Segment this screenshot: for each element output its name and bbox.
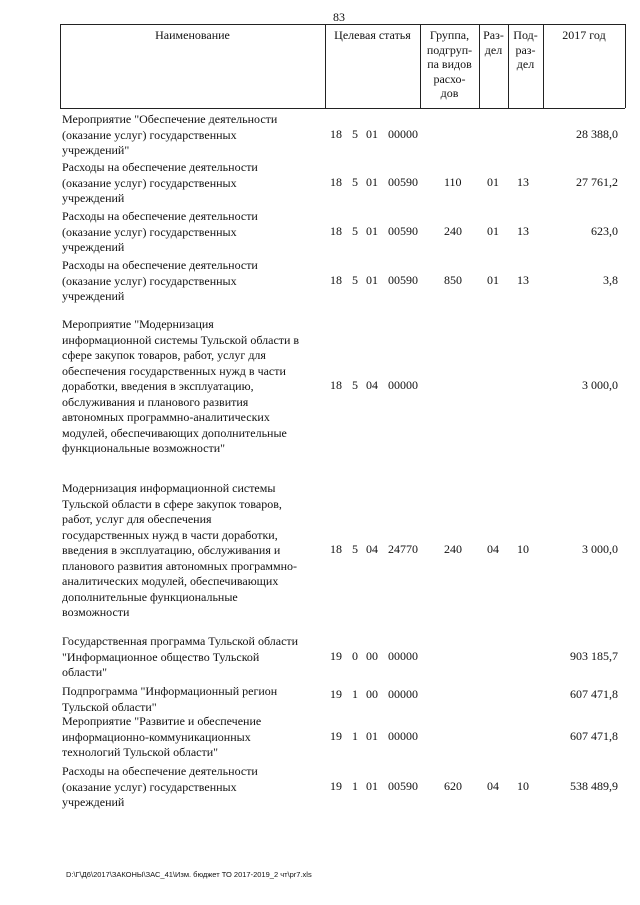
code-section: 04 xyxy=(487,779,499,793)
code-activity: 01 xyxy=(366,175,378,189)
row-name: Мероприятие "Обеспечение деятельности (оказание услуг) государственных учреждений" xyxy=(62,112,278,157)
code-direction: 00590 xyxy=(388,224,418,238)
code-program: 19 xyxy=(330,687,342,701)
header-year: 2017 год xyxy=(562,28,606,42)
code-direction: 00000 xyxy=(388,729,418,743)
amount-2017: 27 761,2 xyxy=(576,175,618,189)
code-activity: 01 xyxy=(366,779,378,793)
code-section: 01 xyxy=(487,273,499,287)
code-group: 240 xyxy=(444,224,462,238)
header-group: Группа, подгруп- па видов расхо- дов xyxy=(426,28,473,100)
amount-2017: 28 388,0 xyxy=(576,127,618,141)
code-section: 01 xyxy=(487,175,499,189)
code-subsection: 13 xyxy=(517,224,529,238)
code-activity: 01 xyxy=(366,127,378,141)
code-subprogram: 5 xyxy=(352,224,358,238)
header-name: Наименование xyxy=(155,28,230,42)
code-group: 620 xyxy=(444,779,462,793)
amount-2017: 3,8 xyxy=(603,273,618,287)
code-subsection: 13 xyxy=(517,175,529,189)
amount-2017: 3 000,0 xyxy=(582,542,618,556)
amount-2017: 538 489,9 xyxy=(570,779,618,793)
code-program: 19 xyxy=(330,729,342,743)
code-direction: 00000 xyxy=(388,649,418,663)
code-program: 18 xyxy=(330,127,342,141)
code-subsection: 13 xyxy=(517,273,529,287)
code-direction: 00590 xyxy=(388,779,418,793)
code-activity: 01 xyxy=(366,273,378,287)
row-name: Модернизация информационной системы Тульской области в сфере закупок товаров, работ, услуг для обеспечения государственных нужд в части доработки, введения в эксплуатацию, обслуживания и планового развития автономных программно- аналитических модулей, обеспечивающих дополнительные функциональные возможности xyxy=(62,481,298,619)
code-activity: 04 xyxy=(366,378,378,392)
code-program: 19 xyxy=(330,649,342,663)
code-subsection: 10 xyxy=(517,779,529,793)
row-name: Мероприятие "Модернизация информационной системы Тульской области в сфере закупок товаров, работ, услуг для обеспечения государственных нужд в части доработки, введения в эксплуатацию, обслуживания и планового развития автономных программно-аналитических модулей, обеспечивающих дополнительные функциональные возможности" xyxy=(62,317,300,455)
code-subprogram: 5 xyxy=(352,273,358,287)
row-name: Расходы на обеспечение деятельности (оказание услуг) государственных учреждений xyxy=(62,764,258,809)
code-direction: 00000 xyxy=(388,378,418,392)
code-direction: 00000 xyxy=(388,687,418,701)
code-activity: 01 xyxy=(366,224,378,238)
amount-2017: 903 185,7 xyxy=(570,649,618,663)
code-section: 01 xyxy=(487,224,499,238)
code-subsection: 10 xyxy=(517,542,529,556)
page-number: 83 xyxy=(333,10,345,24)
code-activity: 04 xyxy=(366,542,378,556)
row-name: Подпрограмма "Информационный регион Тульской области" xyxy=(62,684,278,714)
code-activity: 00 xyxy=(366,687,378,701)
code-activity: 00 xyxy=(366,649,378,663)
row-name: Расходы на обеспечение деятельности (оказание услуг) государственных учреждений xyxy=(62,160,258,205)
code-group: 240 xyxy=(444,542,462,556)
code-subprogram: 5 xyxy=(352,378,358,392)
code-activity: 01 xyxy=(366,729,378,743)
row-name: Государственная программа Тульской области "Информационное общество Тульской области" xyxy=(62,634,299,679)
row-name: Расходы на обеспечение деятельности (оказание услуг) государственных учреждений xyxy=(62,209,258,254)
code-subprogram: 5 xyxy=(352,127,358,141)
code-program: 18 xyxy=(330,273,342,287)
code-program: 18 xyxy=(330,224,342,238)
header-subsection: Под- раз- дел xyxy=(513,28,538,71)
file-path-footer: D:\Г\Д6\2017\ЗАКОНЫ\ЗАС_41\Изм. бюджет ТО 2017-2019_2 чт\pr7.xls xyxy=(66,870,312,879)
code-direction: 24770 xyxy=(388,542,418,556)
amount-2017: 607 471,8 xyxy=(570,687,618,701)
code-direction: 00000 xyxy=(388,127,418,141)
code-program: 18 xyxy=(330,542,342,556)
code-program: 18 xyxy=(330,378,342,392)
row-name: Мероприятие "Развитие и обеспечение информационно-коммуникационных технологий Тульской области" xyxy=(62,714,262,759)
amount-2017: 623,0 xyxy=(591,224,618,238)
code-subprogram: 0 xyxy=(352,649,358,663)
header-target: Целевая статья xyxy=(334,28,411,42)
code-subprogram: 1 xyxy=(352,779,358,793)
amount-2017: 607 471,8 xyxy=(570,729,618,743)
code-program: 18 xyxy=(330,175,342,189)
row-name: Расходы на обеспечение деятельности (оказание услуг) государственных учреждений xyxy=(62,258,258,303)
code-section: 04 xyxy=(487,542,499,556)
column-divider xyxy=(625,24,626,108)
header-section: Раз- дел xyxy=(483,28,504,57)
code-group: 850 xyxy=(444,273,462,287)
code-subprogram: 1 xyxy=(352,729,358,743)
code-group: 110 xyxy=(444,175,462,189)
code-direction: 00590 xyxy=(388,273,418,287)
code-subprogram: 1 xyxy=(352,687,358,701)
code-program: 19 xyxy=(330,779,342,793)
code-subprogram: 5 xyxy=(352,542,358,556)
code-subprogram: 5 xyxy=(352,175,358,189)
amount-2017: 3 000,0 xyxy=(582,378,618,392)
code-direction: 00590 xyxy=(388,175,418,189)
